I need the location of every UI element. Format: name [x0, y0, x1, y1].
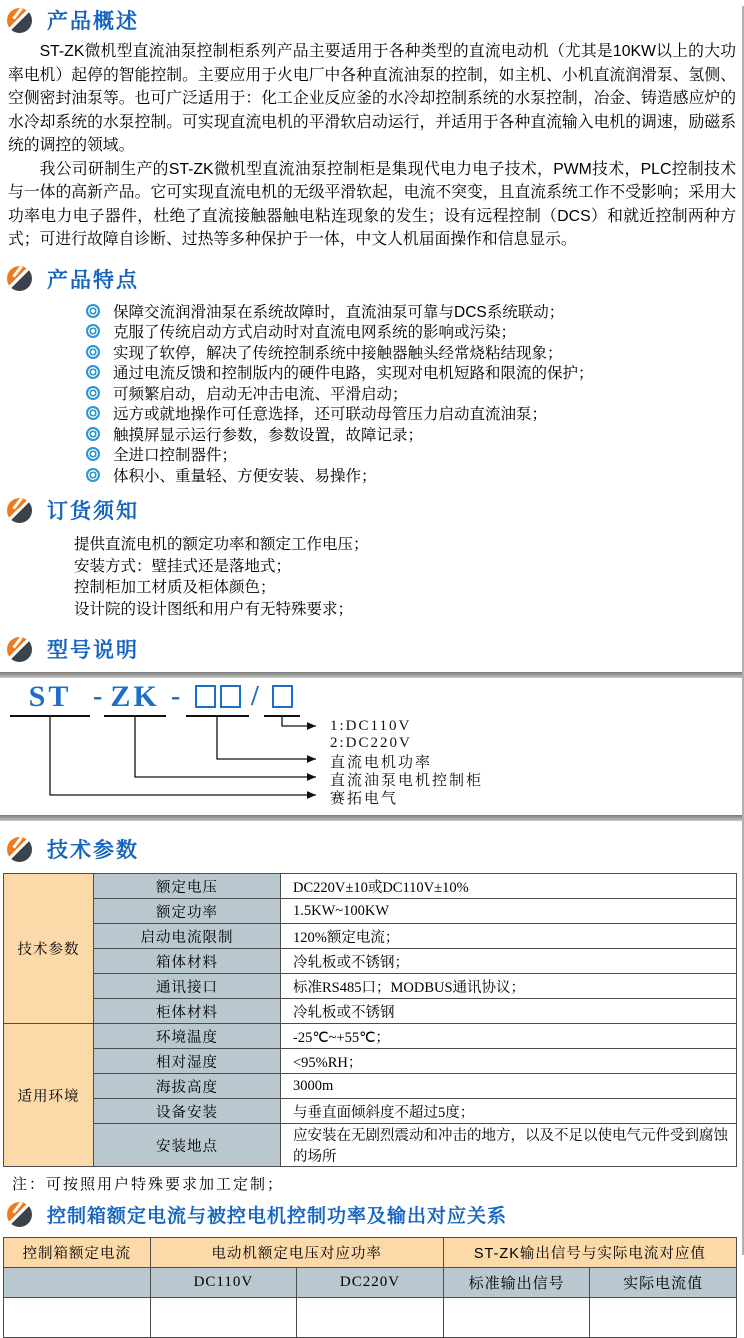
bullseye-bullet-icon: [86, 386, 100, 400]
feature-item: [86, 342, 742, 363]
value-cell: DC220V±10或DC110V±10%: [281, 874, 737, 899]
feature-text: 保障交流润滑油泵在系统故障时，直流油泵可靠与DCS系统联动；: [113, 303, 565, 321]
value-cell: 3000m: [281, 1074, 737, 1099]
brand-ball-icon: [7, 266, 32, 291]
model-code-slash: /: [251, 681, 259, 712]
section-header-tech: [0, 835, 742, 863]
table-row: [4, 974, 737, 999]
model-code-dash: -: [171, 681, 181, 712]
model-label: 1:DC110V: [330, 718, 412, 734]
param-cell: 设备安装: [94, 1099, 281, 1124]
tech-parameters-table: [3, 873, 737, 1167]
feature-item: [86, 403, 742, 424]
param-cell: 通讯接口: [94, 974, 281, 999]
model-label: 直流电机功率: [330, 755, 433, 771]
bullseye-bullet-icon: [86, 447, 100, 461]
empty-cell: [4, 1298, 151, 1338]
bullseye-bullet-icon: [86, 304, 100, 318]
param-cell: 启动电流限制: [94, 924, 281, 949]
section-title: 型号说明: [47, 639, 139, 662]
value-cell: 与垂直面倾斜度不超过5度；: [281, 1099, 737, 1124]
bullseye-bullet-icon: [86, 324, 100, 338]
body-paragraph: ST-ZK微机型直流油泵控制柜系列产品主要适用于各种类型的直流电动机（尤其是10KW以上的大功率电机）起停的智能控制。主要应用于火电厂中各种直流油泵的控制，如主机、小机直流润滑泵、氢侧、空侧密封油泵等。也可广泛适用于：化工企业反应釜的水冷却控制系统的水泵控制，冶金、铸造感应炉的水冷却系统的水泵控制。可实现直流电机的平滑软启动运行，并适用于各种直流输入电机的调速，励磁系统的调控的领域。: [8, 43, 736, 154]
table-row: [4, 1049, 737, 1074]
subheader-cell: 标准输出信号: [443, 1268, 590, 1298]
note-text: 注：可按照用户特殊要求加工定制；: [12, 1177, 285, 1193]
empty-cell: [150, 1298, 297, 1338]
table-row: [4, 899, 737, 924]
feature-text: 全进口控制器件；: [113, 447, 238, 465]
param-cell: 箱体材料: [94, 949, 281, 974]
section-header-features: [0, 265, 742, 293]
category-cell: 技术参数: [4, 874, 94, 1024]
param-cell: 柜体材料: [94, 999, 281, 1024]
header-cell: 控制箱额定电流: [4, 1238, 151, 1268]
table-row: [4, 1298, 737, 1338]
feature-text: 触摸屏显示运行参数，参数设置，故障记录；: [113, 426, 424, 444]
feature-item: [86, 465, 742, 486]
param-cell: 环境温度: [94, 1024, 281, 1049]
feature-item: [86, 424, 742, 445]
bullseye-bullet-icon: [86, 406, 100, 420]
table-row: [4, 999, 737, 1024]
ordering-item: 控制柜加工材质及柜体颜色；: [74, 579, 276, 596]
ordering-item: 安装方式：壁挂式还是落地式；: [74, 557, 292, 575]
param-cell: 安装地点: [94, 1124, 281, 1167]
model-code-dash: -: [93, 681, 103, 712]
table-row: [4, 949, 737, 974]
table-subheader-row: [4, 1268, 737, 1298]
section-header-overview: [0, 6, 742, 34]
value-cell: 冷轧板或不锈钢；: [281, 949, 737, 974]
value-cell: 1.5KW~100KW: [281, 899, 737, 924]
feature-item: [86, 321, 742, 342]
bullseye-bullet-icon: [86, 468, 100, 482]
model-code-type: ZK: [104, 680, 166, 717]
table-header-row: [4, 1238, 737, 1268]
bullseye-bullet-icon: [86, 365, 100, 379]
category-cell: 适用环境: [4, 1024, 94, 1167]
param-cell: 额定功率: [94, 899, 281, 924]
brand-ball-icon: [7, 498, 32, 523]
feature-item: [86, 383, 742, 404]
value-cell: 冷轧板或不锈钢: [281, 999, 737, 1024]
bullseye-bullet-icon: [86, 427, 100, 441]
value-cell: <95%RH；: [281, 1049, 737, 1074]
feature-item: [86, 444, 742, 465]
empty-cell: [297, 1298, 444, 1338]
ordering-item: 提供直流电机的额定功率和额定工作电压；: [74, 536, 369, 553]
document-page: [0, 6, 744, 1292]
empty-cell: [590, 1298, 737, 1338]
header-cell: ST-ZK输出信号与实际电流对应值: [443, 1238, 736, 1268]
bullseye-bullet-icon: [86, 345, 100, 359]
model-label: 直流油泵电机控制柜: [330, 773, 484, 789]
section-header-mapping: [0, 1200, 742, 1228]
table-row: [4, 1124, 737, 1167]
param-cell: 海拔高度: [94, 1074, 281, 1099]
subheader-cell: 实际电流值: [590, 1268, 737, 1298]
value-cell: 标准RS485口；MODBUS通讯协议；: [281, 974, 737, 999]
param-cell: 相对湿度: [94, 1049, 281, 1074]
section-title: 控制箱额定电流与被控电机控制功率及输出对应关系: [47, 1205, 508, 1227]
table-row: [4, 874, 737, 899]
feature-text: 克服了传统启动方式启动时对直流电网系统的影响或污染；: [113, 324, 517, 342]
value-cell: -25℃~+55℃；: [281, 1024, 737, 1049]
feature-text: 可频繁启动，启动无冲击电流、平滑启动；: [113, 385, 408, 403]
model-number-diagram: [0, 678, 742, 815]
value-cell: 120%额定电流；: [281, 924, 737, 949]
table-row: [4, 1074, 737, 1099]
subheader-cell: [4, 1268, 151, 1298]
section-title: 产品特点: [47, 268, 139, 292]
overview-paragraphs: [0, 40, 742, 252]
subheader-cell: DC220V: [297, 1268, 444, 1298]
section-title: 订货须知: [47, 500, 139, 523]
table-row: [4, 1024, 737, 1049]
value-cell: 应安装在无剧烈震动和冲击的地方，以及不足以使电气元件受到腐蚀的场所: [281, 1124, 737, 1167]
ordering-list: [0, 534, 742, 620]
section-header-model: [0, 635, 742, 663]
model-code-prefix: ST: [10, 680, 90, 717]
subheader-cell: DC110V: [150, 1268, 297, 1298]
header-cell: 电动机额定电压对应功率: [150, 1238, 443, 1268]
table-row: [4, 924, 737, 949]
feature-text: 通过电流反馈和控制版内的硬件电路，实现对电机短路和限流的保护；: [113, 365, 594, 383]
brand-ball-icon: [7, 637, 32, 662]
separator-bar: [0, 815, 742, 821]
model-label: 2:DC220V: [330, 735, 412, 751]
current-mapping-table: [3, 1237, 737, 1338]
ordering-item: 设计院的设计图纸和用户有无特殊要求；: [74, 600, 354, 618]
feature-item: [86, 301, 742, 322]
empty-cell: [443, 1298, 590, 1338]
model-label: 赛拓电气: [330, 791, 399, 807]
table-row: [4, 1099, 737, 1124]
body-paragraph: 我公司研制生产的ST-ZK微机型直流油泵控制柜是集现代电力电子技术，PWM技术，PLC控制技术与一体的高新产品。它可实现直流电机的无级平滑软起，电流不突变，且直流系统工作不受影响；采用大功率电力电子器件，杜绝了直流接触器触电粘连现象的发生；设有远程控制（DCS）和就近控制两种方式；可进行故障自诊断、过热等多种保护于一体，中文人机届面操作和信息显示。: [8, 160, 736, 248]
feature-text: 远方或就地操作可任意选择，还可联动母管压力启动直流油泵；: [113, 406, 548, 424]
feature-item: [86, 362, 742, 383]
section-header-ordering: [0, 496, 742, 524]
section-title: 产品概述: [47, 10, 139, 33]
param-cell: 额定电压: [94, 874, 281, 899]
feature-text: 实现了软停，解决了传统控制系统中接触器触头经常烧粘结现象；: [113, 344, 563, 362]
feature-list: [0, 301, 742, 486]
brand-ball-icon: [7, 8, 32, 33]
feature-text: 体积小、重量轻、方便安装、易操作；: [113, 467, 377, 485]
brand-ball-icon: [7, 1202, 32, 1227]
brand-ball-icon: [7, 837, 32, 862]
section-title: 技术参数: [47, 839, 139, 862]
